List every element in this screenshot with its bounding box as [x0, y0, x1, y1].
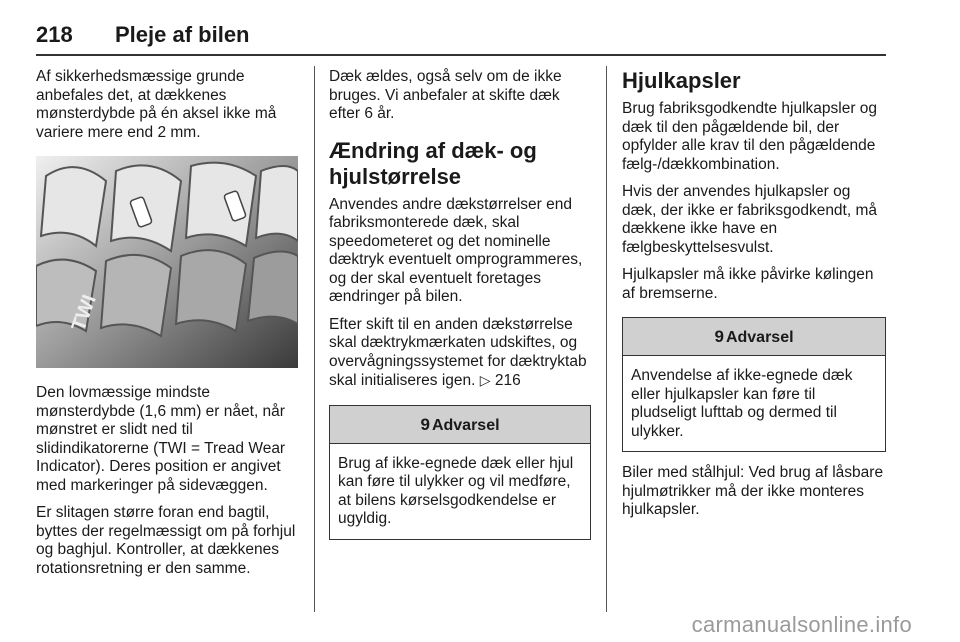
warning-triangle-icon: 9 — [714, 327, 724, 346]
warning-box — [622, 317, 886, 452]
paragraph: Er slitagen større foran end bagtil, byttes der regelmæssigt om på forhjul og baghjul. Kontroller, at dækkenes rotationsretning er den samme. — [36, 504, 296, 577]
section-heading: Hjulkapsler — [622, 68, 741, 93]
header-rule — [36, 54, 886, 56]
paragraph-text: Efter skift til en anden dækstørrelse skal dæktrykmærkaten udskiftes, og overvågningssystemet for dæktryktab skal initialiseres igen. — [329, 315, 587, 389]
page-number: 218 — [36, 22, 73, 47]
column-divider-2 — [606, 66, 607, 612]
column-1 — [36, 68, 298, 587]
paragraph: Biler med stålhjul: Ved brug af låsbare hjulmøtrikker må der ikke monteres hjulkapsler. — [622, 464, 884, 518]
paragraph: Dæk ældes, også selv om de ikke bruges. Vi anbefaler at skifte dæk efter 6 år. — [329, 68, 562, 122]
paragraph: Brug fabriksgodkendte hjulkapsler og dæk til den pågældende bil, der opfylder alle krav til den pågældende fælg-/dækkombination. — [622, 100, 878, 173]
page-ref-arrow-icon: ▷ — [479, 372, 491, 388]
column-2 — [329, 68, 591, 552]
paragraph: Anvendes andre dækstørrelser end fabriksmonterede dæk, skal speedometeret og det nominelle dæktryk eventuelt omprogrammeres, og der skal eventuelt foretages ændringer på bilen. — [329, 195, 583, 305]
paragraph: Hvis der anvendes hjulkapsler og dæk, der ikke er fabriksgodkendt, må dækkene ikke have en fælgbeskyttelsesvulst. — [622, 183, 878, 256]
paragraph: Af sikkerhedsmæssige grunde anbefales det, at dækkenes mønsterdybde på én aksel ikke må variere mere end 2 mm. — [36, 68, 277, 141]
twi-label: TWI — [67, 292, 101, 334]
warning-triangle-icon: 9 — [420, 414, 430, 434]
warning-text: Anvendelse af ikke-egnede dæk eller hjulkapsler kan føre til pludseligt lufttab og dermed til ulykker. — [631, 367, 853, 440]
column-3 — [622, 68, 886, 529]
warning-header — [623, 318, 885, 356]
warning-title: Advarsel — [725, 329, 794, 346]
paragraph: Hjulkapsler må ikke påvirke kølingen af bremserne. — [622, 266, 874, 302]
section-heading: Ændring af dæk- og hjulstørrelse — [329, 137, 537, 189]
warning-header — [330, 406, 590, 444]
warning-title: Advarsel — [431, 416, 500, 434]
warning-text: Brug af ikke-egnede dæk eller hjul kan føre til ulykker og vil medføre, at bilens kørselsgodkendelse er ugyldig. — [338, 454, 574, 527]
paragraph: Den lovmæssige mindste mønsterdybde (1,6 mm) er nået, når mønstret er slidt ned til slidindikatorerne (TWI = Tread Wear Indicator). Deres position er angivet med markeringer på sidevæggen. — [36, 384, 286, 494]
tire-tread-image — [36, 156, 298, 368]
watermark: carmanualsonline.info — [691, 612, 912, 637]
page-title: Pleje af bilen — [115, 22, 250, 47]
warning-box — [329, 405, 591, 540]
paragraph — [329, 316, 591, 391]
column-divider-1 — [314, 66, 315, 612]
page-ref-link[interactable]: 216 — [494, 372, 521, 389]
